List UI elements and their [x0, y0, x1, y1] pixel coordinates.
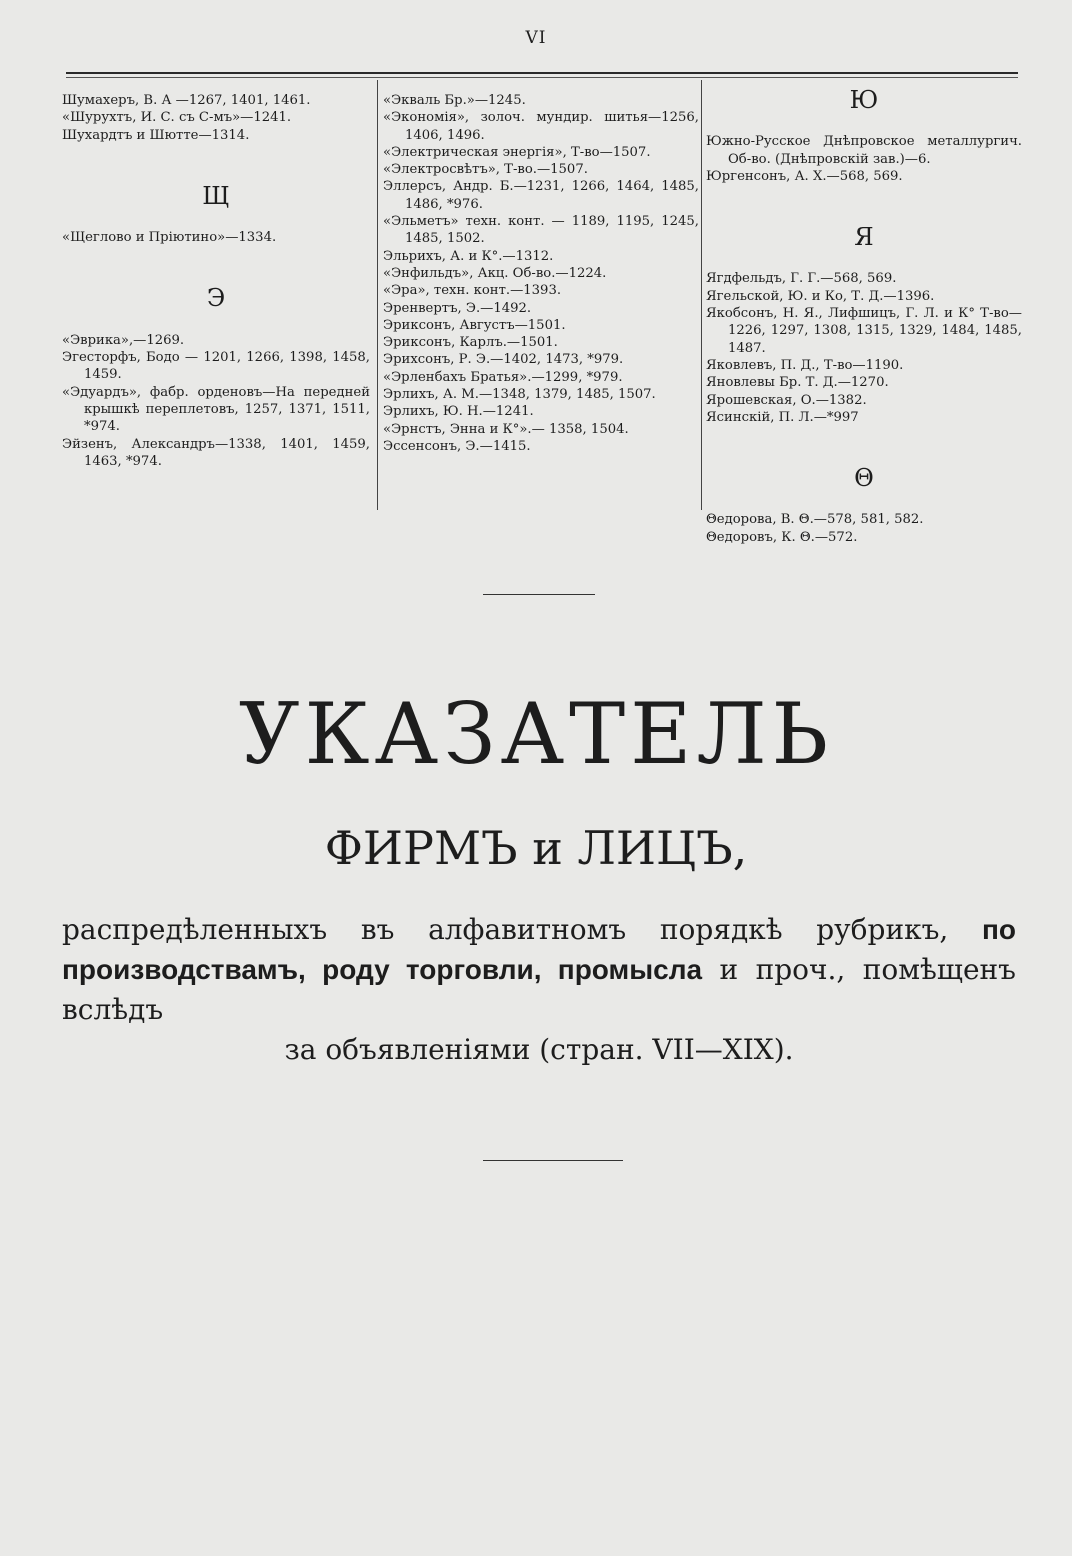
section-letter: Я — [854, 223, 874, 252]
section-letter: Ю — [849, 86, 879, 114]
index-entry: Эренвертъ, Э.—1492. — [383, 300, 532, 316]
index-entry: Ягельской, Ю. и Ко, Т. Д.—1396. — [706, 288, 935, 304]
index-column-middle — [383, 92, 699, 455]
index-entry: Эйзенъ, Александръ—1338, 1401, 1459, 1463, *974. — [62, 436, 370, 469]
section-letter: Θ — [854, 464, 874, 493]
section-letter: Э — [206, 284, 226, 313]
index-entry: Юргенсонъ, А. Х.—568, 569. — [706, 168, 903, 184]
index-title: УКАЗАТЕЛЬ — [238, 685, 834, 783]
index-entry: Шухардтъ и Шютте—1314. — [62, 127, 250, 143]
index-entry: Θедорова, В. Θ.—578, 581, 582. — [706, 512, 924, 528]
description-bold: по производствамъ, роду торговли, промысла — [62, 914, 1016, 985]
index-entry: Яковлевъ, П. Д., Т-во—1190. — [706, 357, 904, 373]
top-rule-thin — [66, 77, 1018, 78]
top-rule — [66, 72, 1018, 74]
index-entry: Эриксонъ, Карлъ.—1501. — [383, 335, 558, 351]
index-entry: «Экономія», золоч. мундир. шитья—1256, 1406, 1496. — [383, 110, 699, 143]
page-number: VI — [525, 28, 547, 48]
index-entry: Эльрихъ, А. и К°.—1312. — [383, 248, 554, 264]
index-entry: Якобсонъ, Н. Я., Лифшицъ, Г. Л. и К° Т-во—1226, 1297, 1308, 1315, 1329, 1484, 1485, 1487. — [706, 306, 1022, 356]
divider-short — [483, 594, 595, 595]
index-subtitle: ФИРМЪ и ЛИЦЪ, — [324, 821, 748, 875]
index-column-left — [62, 92, 370, 470]
index-entry: Южно-Русское Днѣпровское металлургич. Об-во. (Днѣпровскій зав.)—6. — [706, 134, 1022, 167]
index-entry: «Эврика»,—1269. — [62, 332, 185, 348]
index-entry: «Эрленбахъ Братья».—1299, *979. — [383, 369, 623, 385]
description-part: и проч., помѣщенъ вслѣдъ — [62, 953, 1016, 1026]
index-entry: Θедоровъ, К. Θ.—572. — [706, 529, 858, 545]
index-entry: Ягдфельдъ, Г. Г.—568, 569. — [706, 271, 897, 287]
column-separator — [701, 80, 702, 510]
index-entry: «Энфильдъ», Акц. Об-во.—1224. — [383, 265, 607, 281]
index-entry: Эрлихъ, А. М.—1348, 1379, 1485, 1507. — [383, 387, 656, 403]
description-last-line: за объявленіями (стран. VII—XIX). — [284, 1033, 794, 1066]
index-entry: «Эрнстъ, Энна и К°».— 1358, 1504. — [383, 421, 629, 437]
index-column-right — [706, 86, 1022, 546]
section-letter: Щ — [202, 181, 230, 210]
index-entry: Эгесторфъ, Бодо — 1201, 1266, 1398, 1458, 1459. — [62, 350, 370, 383]
index-entry: «Щеглово и Пріютино»—1334. — [62, 230, 277, 246]
index-entry: «Эльметъ» техн. конт. — 1189, 1195, 1245, 1485, 1502. — [383, 214, 699, 247]
column-separator — [377, 80, 378, 510]
index-entry: Эрлихъ, Ю. Н.—1241. — [383, 404, 534, 420]
index-entry: Шумахеръ, В. А —1267, 1401, 1461. — [62, 93, 311, 108]
index-entry: Эриксонъ, Августъ—1501. — [383, 317, 566, 333]
index-entry: «Электросвѣтъ», Т-во.—1507. — [383, 162, 588, 178]
index-entry: «Эдуардъ», фабр. орденовъ—На передней крышкѣ переплетовъ, 1257, 1371, 1511, *974. — [62, 384, 370, 435]
index-entry: «Шурухтъ, И. С. съ С-мъ»—1241. — [62, 110, 292, 126]
index-entry: «Эра», техн. конт.—1393. — [383, 283, 562, 299]
index-entry: Эссенсонъ, Э.—1415. — [383, 438, 531, 454]
index-description — [62, 910, 1016, 1070]
index-entry: Яновлевы Бр. Т. Д.—1270. — [706, 375, 889, 391]
index-entry: «Электрическая энергія», Т-во—1507. — [383, 144, 651, 160]
divider-short — [483, 1160, 623, 1161]
index-entry: Эллерсъ, Андр. Б.—1231, 1266, 1464, 1485, 1486, *976. — [383, 179, 699, 212]
index-entry: Ясинскій, П. Л.—*997 — [706, 409, 859, 425]
index-entry: Эрихсонъ, Р. Э.—1402, 1473, *979. — [383, 352, 624, 368]
index-entry: Ярошевская, О.—1382. — [706, 392, 867, 408]
description-part: распредѣленныхъ въ алфавитномъ порядкѣ рубрикъ, — [62, 913, 982, 946]
index-entry: «Экваль Бр.»—1245. — [383, 93, 526, 108]
